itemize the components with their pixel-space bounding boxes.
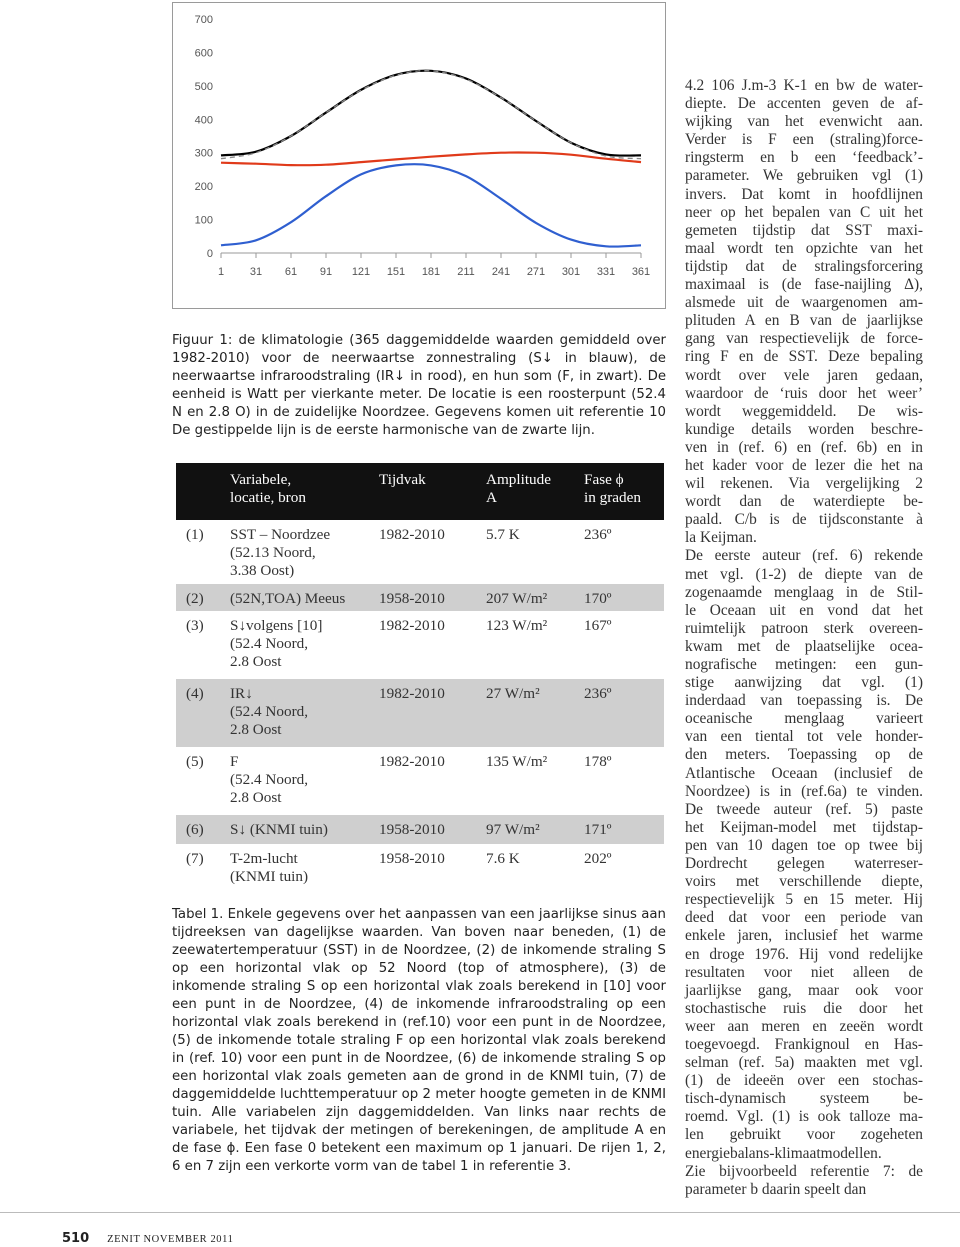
body-text-line: stochastische ruis die door het bbox=[685, 999, 923, 1017]
body-text-line: selman (ref. 5a) maakten met vgl. bbox=[685, 1054, 923, 1072]
body-text-line: ring F en de SST. Deze bepaling bbox=[685, 348, 923, 366]
body-text-line: maal wordt ten opzichte van het bbox=[685, 239, 923, 257]
y-tick-label: 500 bbox=[194, 80, 213, 93]
body-text-line: De eerste auteur (ref. 6) rekende bbox=[685, 547, 923, 565]
body-text-line: stige aanwijzing dat vgl. (1) bbox=[685, 674, 923, 692]
header-fase: Fase ϕ in graden bbox=[584, 471, 641, 506]
body-text-line: waardoor de ‘ruis door het weer’ bbox=[685, 384, 923, 402]
x-tick-label: 361 bbox=[631, 266, 651, 278]
x-tick-label: 121 bbox=[351, 266, 371, 278]
body-text-line: inderdaad van toepassing is. De bbox=[685, 692, 923, 710]
row-amplitude: 207 W/m² bbox=[486, 590, 548, 607]
series-line-total bbox=[221, 71, 641, 156]
x-tick-label: 91 bbox=[319, 266, 333, 278]
body-text-line: Verder is F een (straling)force- bbox=[685, 131, 923, 149]
series-line-shortwave bbox=[221, 164, 641, 246]
row-variabele: F (52.4 Noord, 2.8 Oost bbox=[230, 753, 309, 806]
figure-caption: Figuur 1: de klimatologie (365 daggemiddelde waarden gemiddeld over 1982-2010) voor de neerwaartse zonnestraling (S↓ in blauw), de neerwaartse infraroodstraling (IR↓ in rood), en hun som (F, in zwart). De eenheid is Watt per vierkante meter. De locatie is een roosterpunt (52.4 N en 2.8 O) in de zuidelijke Noordzee. Gegevens komen uit referentie 10 De gestippelde lijn is de eerste harmonische van de zwarte lijn. bbox=[172, 333, 666, 438]
table-row bbox=[176, 815, 664, 844]
row-tijdvak: 1958-2010 bbox=[379, 821, 445, 838]
table-row bbox=[176, 611, 664, 679]
table-row bbox=[176, 747, 664, 815]
page-number: 510 bbox=[62, 1231, 90, 1246]
body-text-line: gang van respectievelijk de force- bbox=[685, 330, 923, 348]
body-text-line: gemeten tijdstip dat SST maxi- bbox=[685, 221, 923, 239]
data-table bbox=[176, 463, 664, 900]
body-text-line: neer op het bepalen van C uit het bbox=[685, 203, 923, 221]
body-text-line: wijking van het evenwicht aan. bbox=[685, 113, 923, 131]
header-tijdvak: Tijdvak bbox=[379, 471, 426, 488]
row-number: (5) bbox=[186, 753, 204, 770]
y-tick-label: 400 bbox=[194, 114, 213, 127]
row-amplitude: 97 W/m² bbox=[486, 821, 540, 838]
line-chart bbox=[173, 3, 665, 308]
row-tijdvak: 1982-2010 bbox=[379, 617, 445, 634]
body-text-line: oceanische menglaag varieert bbox=[685, 710, 923, 728]
body-text-line: zogenaamde menglaag in de Stil- bbox=[685, 583, 923, 601]
magazine-name: ZENIT NOVEMBER 2011 bbox=[107, 1234, 234, 1245]
row-amplitude: 27 W/m² bbox=[486, 685, 540, 702]
body-text-line: wordt over vele jaren gedaan, bbox=[685, 366, 923, 384]
body-text-line: tijdstip dat de stralingsforcering bbox=[685, 257, 923, 275]
body-text-line: invers. Dat komt in hoofdlijnen bbox=[685, 185, 923, 203]
row-variabele: SST – Noordzee (52.13 Noord, 3.38 Oost) bbox=[230, 526, 331, 579]
row-fase: 202º bbox=[584, 850, 612, 867]
table-row bbox=[176, 844, 664, 894]
x-tick-label: 331 bbox=[596, 266, 616, 278]
header-amplitude: Amplitude A bbox=[486, 471, 551, 506]
body-text-line: nografische metingen: een gun- bbox=[685, 656, 923, 673]
row-number: (3) bbox=[186, 617, 204, 634]
y-tick-label: 700 bbox=[194, 14, 213, 26]
body-text-line: paald. C/b is de tijdsconstante à bbox=[685, 511, 923, 529]
x-tick-label: 271 bbox=[526, 266, 546, 278]
body-text-line: het Keijman-model met tijdstap- bbox=[685, 818, 923, 836]
row-fase: 178º bbox=[584, 753, 612, 770]
x-tick-label: 241 bbox=[491, 266, 511, 278]
y-tick-label: 600 bbox=[194, 47, 213, 60]
row-tijdvak: 1958-2010 bbox=[379, 590, 445, 607]
row-fase: 167º bbox=[584, 617, 612, 634]
body-text-line: met vgl. (1-2) de diepte van de bbox=[685, 565, 923, 583]
row-fase: 171º bbox=[584, 821, 612, 838]
body-text-line: toegevoegd. Frankignoul en Has- bbox=[685, 1035, 923, 1053]
figure-chart bbox=[172, 2, 666, 309]
row-tijdvak: 1982-2010 bbox=[379, 685, 445, 702]
body-text-line: De tweede auteur (ref. 5) paste bbox=[685, 800, 923, 818]
body-text-line: plituden A en B van de jaarlijkse bbox=[685, 312, 923, 330]
body-text-line: ven in (ref. 6) en (ref. 6b) en in bbox=[685, 438, 923, 456]
y-tick-label: 300 bbox=[194, 147, 213, 160]
x-tick-label: 151 bbox=[386, 266, 406, 278]
row-amplitude: 5.7 K bbox=[486, 526, 520, 543]
body-text-line: 4.2 106 J.m-3 K-1 en bw de water- bbox=[685, 77, 923, 94]
body-text-line: le Oceaan uit en vond dat het bbox=[685, 601, 923, 619]
body-text-line: den meters. Toepassing op de bbox=[685, 746, 923, 764]
row-amplitude: 123 W/m² bbox=[486, 617, 548, 634]
row-variabele: S↓volgens [10] (52.4 Noord, 2.8 Oost bbox=[230, 617, 323, 670]
series-line-infrared bbox=[221, 152, 641, 165]
body-text-line: resultaten voor niet alleen de bbox=[685, 963, 923, 981]
x-tick-label: 1 bbox=[217, 266, 225, 278]
footer-rule bbox=[0, 1212, 960, 1213]
table-header bbox=[176, 463, 664, 520]
body-text-line: parameter b daarin speelt dan bbox=[685, 1180, 867, 1198]
body-text-line: ringsterm en b een ‘feedback’- bbox=[685, 149, 923, 167]
series-line-harmonic bbox=[221, 71, 641, 159]
body-text-line: alsmede uit de waargenomen am- bbox=[685, 294, 923, 312]
body-text-line: Zie bijvoorbeeld referentie 7: de bbox=[685, 1162, 923, 1180]
row-number: (6) bbox=[186, 821, 204, 838]
y-tick-label: 100 bbox=[194, 214, 213, 227]
y-tick-label: 0 bbox=[206, 248, 213, 260]
body-text-line: Dordrecht gelegen waterreser- bbox=[685, 855, 923, 873]
body-text-line: energiebalans-klimaatmodellen. bbox=[685, 1144, 882, 1162]
x-tick-label: 301 bbox=[561, 266, 581, 278]
row-tijdvak: 1958-2010 bbox=[379, 850, 445, 867]
page-footer bbox=[62, 1229, 233, 1247]
row-number: (2) bbox=[186, 590, 204, 607]
body-text-line: la Keijman. bbox=[685, 529, 757, 547]
body-text-line: deed dat voor een periode van bbox=[685, 909, 923, 927]
body-text-line: diepte. De accenten geven de af- bbox=[685, 95, 923, 113]
body-text-line: maximaal is (de fase-naijling Δ), bbox=[685, 276, 923, 294]
row-number: (1) bbox=[186, 526, 204, 543]
body-text-line: wordt weggemiddeld. De wis- bbox=[685, 402, 923, 420]
body-text-line: len gebruikt voor zogeheten bbox=[685, 1126, 923, 1144]
table-row bbox=[176, 520, 664, 584]
body-text-line: jaarlijkse gang, maar ook voor bbox=[685, 981, 923, 999]
row-variabele: S↓ (KNMI tuin) bbox=[230, 821, 328, 838]
row-amplitude: 7.6 K bbox=[486, 850, 520, 867]
body-text-line: kundige details worden beschre- bbox=[685, 420, 923, 438]
body-text-line: het kader voor de lezer die het na bbox=[685, 456, 923, 474]
row-tijdvak: 1982-2010 bbox=[379, 753, 445, 770]
row-tijdvak: 1982-2010 bbox=[379, 526, 445, 543]
body-text-line: Atlantische Oceaan (inclusief de bbox=[685, 764, 923, 782]
body-text-line: wordt dan de waterdiepte be- bbox=[685, 493, 923, 511]
body-text-line: van een tiental tot vele honder- bbox=[685, 728, 923, 746]
body-text-line: kwam met de plaatselijke ocea- bbox=[685, 637, 923, 655]
row-fase: 236º bbox=[584, 526, 612, 543]
body-text-line: enkele jaren, inclusief het warme bbox=[685, 927, 923, 945]
x-tick-label: 211 bbox=[457, 266, 475, 278]
row-variabele: IR↓ (52.4 Noord, 2.8 Oost bbox=[230, 685, 309, 738]
table-caption: Tabel 1. Enkele gegevens over het aanpassen van een jaarlijkse sinus aan tijdreeksen van dagelijkse waarden. Van boven naar beneden, (1) de zeewatertemperatuur (SST) in de Noordzee, (2) de inkomende straling S op een horizontal vlak op 52 Noord (top of atmosphere), (3) de inkomende straling S op een horizontal vlak zoals berekend in [10] voor een punt in de Noordzee, (4) de inkomende infraroodstraling op een horizontal vlak zoals berekend in (ref.10) voor een punt in de Noordzee, (5) de inkomende totale straling F op een horizontal vlak zoals berekend in (ref. 10) voor een punt in de Noordzee, (6) de inkomende straling S op een horizontal vlak zoals gemeten aan de grond in de KNMI tuin, (7) de daggemiddelde luchttemperatuur op 2 meter hoogte gemeten in de KNMI tuin. Alle variabelen zijn daggemiddelden. Van links naar rechts de variabele, het tijdvak der metingen of berekeningen, de amplitude A en de fase ϕ. Een fase 0 betekent een maximum op 1 januari. De rijen 1, 2, 6 en 7 zijn een verkorte vorm van de tabel 1 in referentie 3. bbox=[172, 907, 666, 1174]
row-number: (4) bbox=[186, 685, 204, 702]
header-variabele: Variabele, locatie, bron bbox=[230, 471, 306, 506]
row-fase: 236º bbox=[584, 685, 612, 702]
table-row bbox=[176, 584, 664, 611]
row-number: (7) bbox=[186, 850, 204, 867]
row-variabele: T-2m-lucht (KNMI tuin) bbox=[230, 850, 309, 885]
body-text-line: Noordzee) is in (ref.6a) te vinden. bbox=[685, 782, 923, 800]
body-text-line: en droge 1976. Hij vond redelijke bbox=[685, 945, 923, 963]
x-tick-label: 61 bbox=[284, 266, 298, 278]
x-tick-label: 181 bbox=[421, 266, 441, 278]
body-text-column bbox=[685, 77, 923, 1199]
body-text-line: respectievelijk 5 en 15 meter. Hij bbox=[685, 891, 923, 909]
row-amplitude: 135 W/m² bbox=[486, 753, 548, 770]
x-tick-label: 31 bbox=[249, 266, 263, 278]
y-tick-label: 200 bbox=[194, 181, 213, 194]
body-text-line: (1) de ideeën over een stochas- bbox=[685, 1072, 923, 1090]
table-row bbox=[176, 679, 664, 747]
body-text-line: ruimtelijk patroon sterk overeen- bbox=[685, 619, 923, 637]
body-text-line: parameter. We gebruiken vgl (1) bbox=[685, 167, 923, 185]
body-text-line: voirs met verschillende diepte, bbox=[685, 873, 923, 891]
body-text-line: tisch-dynamisch systeem be- bbox=[685, 1090, 923, 1108]
row-variabele: (52N,TOA) Meeus bbox=[230, 590, 346, 607]
row-fase: 170º bbox=[584, 590, 612, 607]
body-text-line: pen van 10 dagen toe op twee bij bbox=[685, 836, 923, 854]
body-text-line: wil rekenen. Via vergelijking 2 bbox=[685, 475, 923, 493]
body-text-line: weer aan meren en zeeën wordt bbox=[685, 1017, 923, 1035]
body-text-line: roemd. Vgl. (1) is ook talloze ma- bbox=[685, 1108, 923, 1126]
